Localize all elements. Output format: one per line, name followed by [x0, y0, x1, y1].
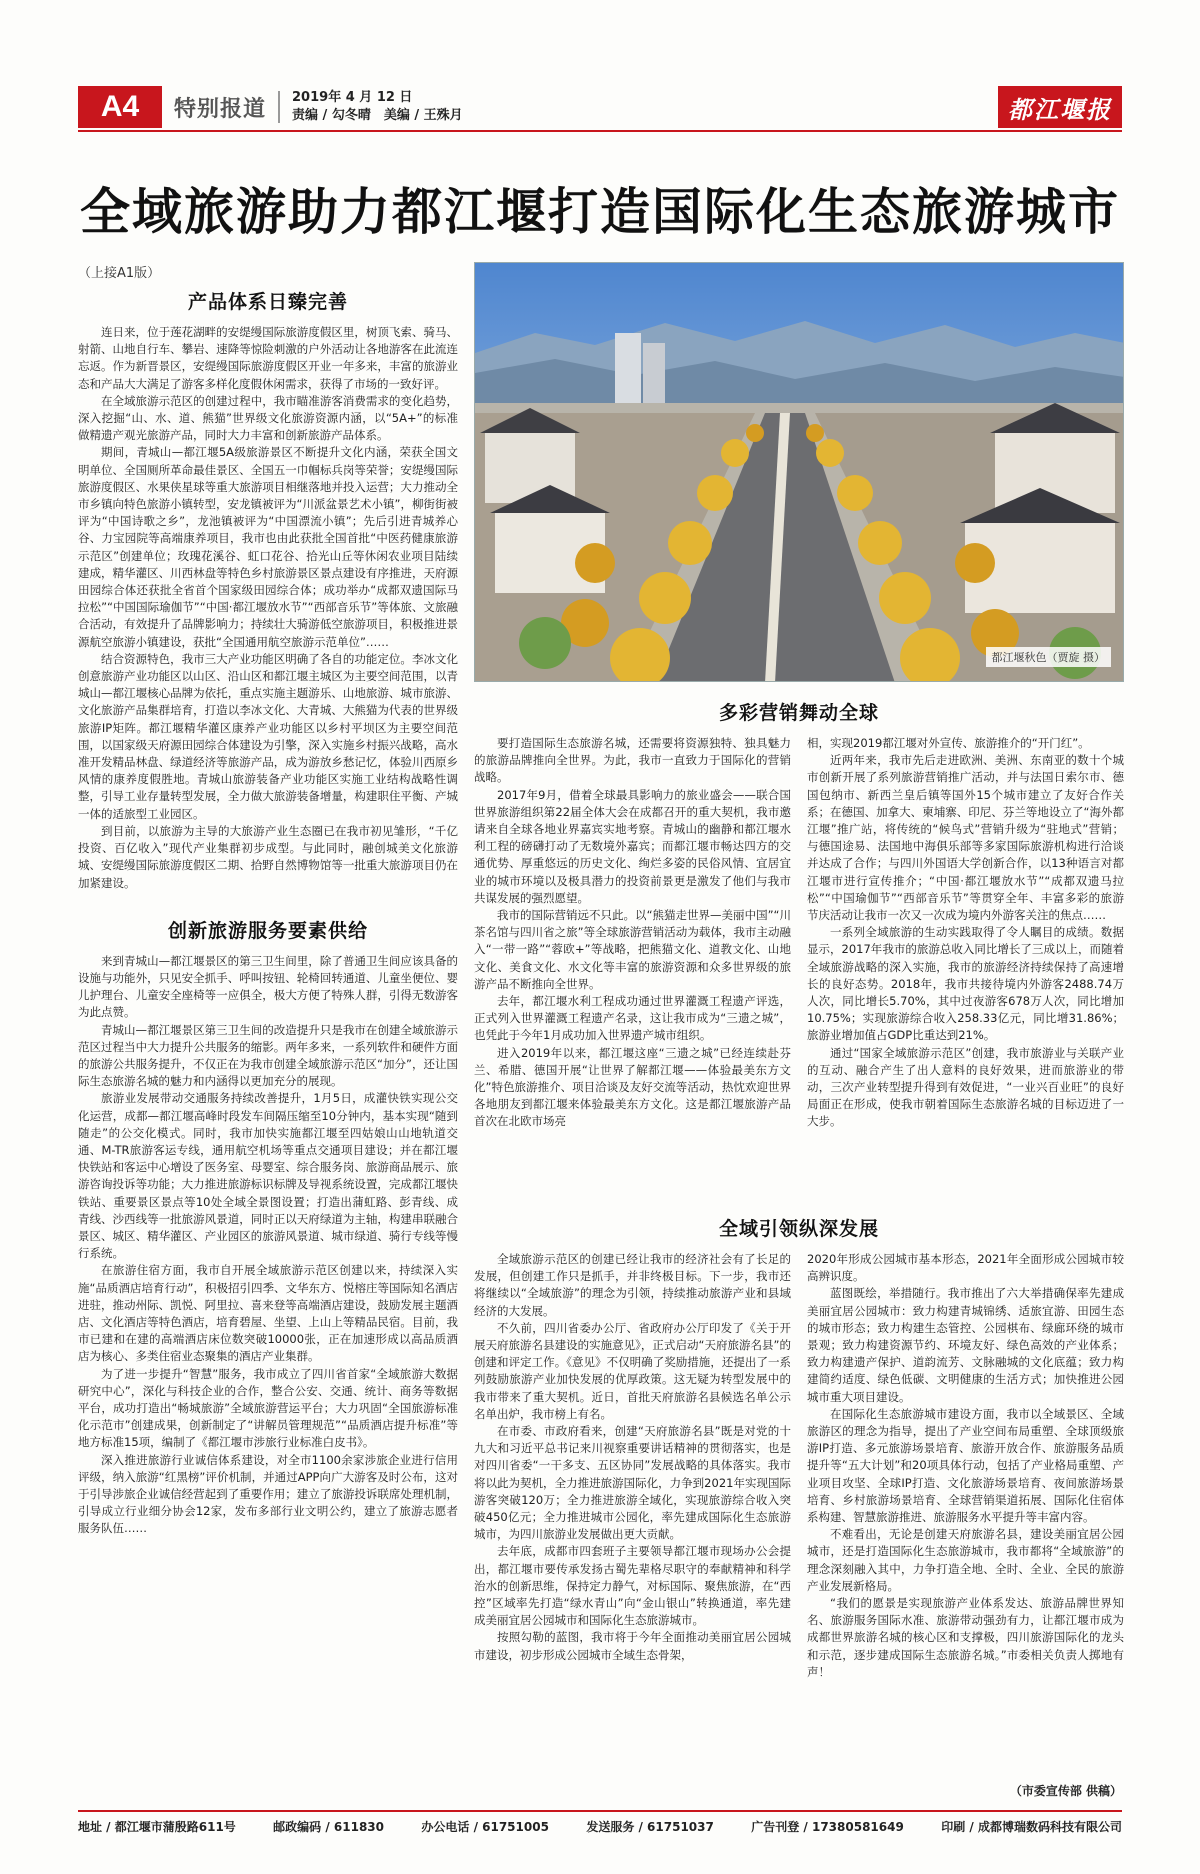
article-paragraph: 青城山—都江堰景区第三卫生间的改造提升只是我市在创建全域旅游示范区过程当中大力提升公共服务的缩影。两年多来，一系列软件和硬件方面的旅游公共服务提升，不仅正在为我市创建全域旅游示范区“加分”，还让国际生态旅游名城的魅力和内涵得以更加充分的展现。 [78, 1022, 458, 1089]
page-number: A4 [78, 86, 162, 128]
article-paragraph: 去年底，成都市四套班子主要领导都江堰市现场办公会提出，都江堰市要传承发扬古蜀先辈格尽职守的奉献精神和科学治水的创新思维，保持定力静气，对标国际、聚焦旅游，在“西控”区域率先打造“绿水青山”向“金山银山”转换通道，率先建成美丽宜居公园城市和国际化生态旅游城市。 [474, 1544, 791, 1628]
development-col-b [807, 1251, 1124, 1681]
section-heading-marketing: 多彩营销舞动全球 [718, 702, 879, 724]
footer-rule [78, 1810, 1122, 1812]
continued-note: （上接A1版） [78, 266, 161, 281]
photo-caption: 都江堰秋色（贾旋 摄） [986, 647, 1112, 667]
newspaper-logo: 都江堰报 [998, 86, 1122, 128]
marketing-col-a [474, 735, 791, 1131]
article-paragraph: 深入推进旅游行业诚信体系建设，对全市1100余家涉旅企业进行信用评级，纳入旅游“红黑榜”评价机制，并通过APP向广大游客及时公布，这对于引导涉旅企业诚信经营起到了重要作用；建立了旅游投诉联席处理机制，引导成立行业细分协会12家，发布多部行业文明公约，建立了旅游志愿者服务队伍…… [78, 1452, 458, 1536]
footer-office-phone: 办公电话 / 61751005 [421, 1820, 549, 1834]
article-paragraph: 不久前，四川省委办公厅、省政府办公厅印发了《关于开展天府旅游名县建设的实施意见》，正式启动“天府旅游名县”的创建和评定工作。《意见》不仅明确了奖励措施，还提出了一系列鼓励旅游产业加快发展的优厚政策。这无疑为转型发展中的我市带来了重大契机。近日，首批天府旅游名县候选名单公示名单出炉，我市榜上有名。 [474, 1320, 791, 1421]
article-paragraph: 要打造国际生态旅游名城，还需要将资源独特、独具魅力的旅游品牌推向全世界。为此，我市一直致力于国际化的营销战略。 [474, 736, 791, 785]
article-paragraph: 近两年来，我市先后走进欧洲、美洲、东南亚的数十个城市创新开展了系列旅游营销推广活动，并与法国日索尔市、德国包纳市、新西兰皇后镇等国外15个城市建立了友好合作关系；在德国、加拿大、柬埔寨、印尼、芬兰等地设立了“海外都江堰”推广站，将传统的“候鸟式”营销升级为“驻地式”营销；与德国途易、法国地中海俱乐部等多家国际旅游机构进行洽谈并达成了合作；与四川外国语大学创新合作，以13种语言对都江堰市进行宣传推介；“中国·都江堰放水节”“成都双遗马拉松”“中国瑜伽节”“西部音乐节”等贯穿全年、丰富多彩的旅游节庆活动让我市一次又一次成为境内外游客关注的焦点…… [807, 753, 1124, 923]
article-byline: （市委宣传部 供稿） [1009, 1784, 1122, 1798]
photo-illustration [475, 263, 1124, 682]
article-paragraph: 旅游业发展带动交通服务持续改善提升，1月5日，成灌快铁实现公交化运营，成都—都江堰高峰时段发车间隔压缩至10分钟内，基本实现“随到随走”的公交化模式。同时，我市加快实施都江堰至四姑娘山山地轨道交通、M-TR旅游客运专线，通用航空机场等重点交通项目建设；并在都江堰快铁站和客运中心增设了医务室、母婴室、综合服务岗、旅游商品展示、旅游咨询投诉等功能；大力推进旅游标识标牌及导视系统设置，完成都江堰快铁站、重要景区景点等10处全域全景图设置；打造出蒲虹路、彭青线、成青线、沙西线等一批旅游风景道，同时正以天府绿道为主轴，构建串联融合景区、城区、精华灌区、产业园区的旅游风景道、城市绿道、骑行专线等慢行系统。 [78, 1091, 458, 1261]
editors-credit: 责编 / 勾冬晴 美编 / 王殊月 [292, 108, 463, 123]
article-paragraph: 结合资源特色，我市三大产业功能区明确了各自的功能定位。李冰文化创意旅游产业功能区以山区、沿山区和都江堰主城区为主要空间范围，以青城山—都江堰核心品牌为依托，重点实施主题游乐、山地旅游、城市旅游、文化旅游产品集群培育，打造以李冰文化、大青城、大熊猫为代表的世界级旅游IP矩阵。都江堰精华灌区康养产业功能区以乡村平坝区为主要空间范围，以国家级天府源田园综合体建设为引擎，深入实施乡村振兴战略，高水准开发精品林盘、绿道经济等旅游产品，成为游放乡愁记忆，体验川西原乡风情的康养度假胜地。青城山旅游装备产业功能区实施工业结构战略性调整，引导工业存量转型发展，全力做大旅游装备增量，构建职住平衡、产城一体的适旅型工业园区。 [78, 651, 458, 821]
issue-meta [292, 89, 463, 125]
header-rule [78, 130, 1122, 132]
footer-ads: 广告刊登 / 17380581649 [751, 1820, 904, 1834]
footer-distribution: 发送服务 / 61751037 [586, 1820, 714, 1834]
article-paragraph: 按照勾勒的蓝图，我市将于今年全面推动美丽宜居公园城市建设，初步形成公园城市全域生态骨架， [474, 1630, 791, 1662]
footer [78, 1818, 1122, 1835]
section-heading-products: 产品体系日臻完善 [187, 291, 348, 313]
article-paragraph: 通过“国家全域旅游示范区”创建，我市旅游业与关联产业的互动、融合产生了出人意料的良好效果，进而旅游业的带动，三次产业转型提升得到有效促进，“一业兴百业旺”的良好局面正在形成，使我市朝着国际生态旅游名城的目标迈进了一大步。 [807, 1045, 1124, 1129]
section-name: 特别报道 [174, 96, 267, 122]
article-paragraph: 2020年形成公园城市基本形态，2021年全面形成公园城市较高辨识度。 [807, 1252, 1124, 1284]
article-paragraph: “我们的愿景是实现旅游产业体系发达、旅游品牌世界知名、旅游服务国际水准、旅游带动强劲有力，让都江堰市成为成都世界旅游名城的核心区和支撑极，四川旅游国际化的龙头和示范，逐步建成国际生态旅游名城。”市委相关负责人掷地有声！ [807, 1596, 1124, 1679]
article-paragraph: 为了进一步提升“智慧”服务，我市成立了四川省首家“全域旅游大数据研究中心”，深化与科技企业的合作，整合公安、交通、统计、商务等数据平台，成功打造出“畅城旅游”全域旅游营运平台；大力巩固“全国旅游标准化示范市”创建成果，创新制定了“讲解员管理规范”“品质酒店提升标准”等地方标准15项，编制了《都江堰市涉旅行业标准白皮书》。 [78, 1366, 458, 1450]
footer-address: 地址 / 都江堰市蒲殷路611号 [78, 1820, 236, 1834]
article-paragraph: 在市委、市政府看来，创建“天府旅游名县”既是对党的十九大和习近平总书记来川视察重要讲话精神的贯彻落实，也是对四川省委“一干多支、五区协同”发展战略的具体落实。我市将以此为契机，全力推进旅游国际化，力争到2021年实现国际游客突破120万；全力推进旅游全域化，实现旅游综合收入突破450亿元；全力推进城市公园化，率先建成国际化生态旅游城市，为四川旅游业发展做出更大贡献。 [474, 1424, 791, 1542]
section-heading-services: 创新旅游服务要素供给 [167, 919, 368, 942]
article-paragraph: 来到青城山—都江堰景区的第三卫生间里，除了普通卫生间应该具备的设施与功能外，只见安全抓手、呼叫按钮、轮椅回转通道、儿童坐便位、婴儿护理台、儿童安全座椅等一应俱全，极大方便了特殊人群，引得无数游客为此点赞。 [78, 953, 458, 1020]
article-paragraph: 去年，都江堰水利工程成功通过世界灌溉工程遗产评选，正式列入世界灌溉工程遗产名录，这让我市成为“三遗之城”，也凭此于今年1月成功加入世界遗产城市组织。 [474, 994, 791, 1043]
article-paragraph: 2017年9月，借着全球最具影响力的旅业盛会——联合国世界旅游组织第22届全体大会在成都召开的重大契机，我市邀请来自全球各地业界嘉宾实地考察。青城山的幽静和都江堰水利工程的磅礴打动了无数境外嘉宾；而都江堰市畅达四方的交通优势、厚重悠远的历史文化、绚烂多姿的民俗风情、宜居宜业的城市环境以及极具潜力的投资前景更是激发了他们与我市共谋发展的强烈愿望。 [474, 787, 791, 905]
marketing-col-b [807, 735, 1124, 1131]
article-paragraph: 进入2019年以来，都江堰这座“三遗之城”已经连续赴芬兰、希腊、德国开展“让世界了解都江堰——体验最美东方文化”特色旅游推介、项目洽谈及友好交流等活动，热忱欢迎世界各地朋友到都江堰来体验最美东方文化。这是都江堰旅游产品首次在北欧市场亮 [474, 1045, 791, 1129]
article-paragraph: 到目前，以旅游为主导的大旅游产业生态圈已在我市初见雏形，“千亿投资、百亿收入”现代产业集群初步成型。与此同时，融创城美文化旅游城、安缇缦国际旅游度假区二期、拾野自然博物馆等一批重大旅游项目仍在加紧建设。 [78, 823, 458, 890]
section-heading-development: 全域引领纵深发展 [718, 1218, 879, 1240]
article-paragraph: 在国际化生态旅游城市建设方面，我市以全域景区、全域旅游区的理念为指导，提出了产业空间布局重塑、全球顶级旅游IP打造、多元旅游场景培育、旅游开放合作、旅游服务品质提升等“五大计划”和20项具体行动，包括了产业格局重塑、产业项目攻坚、全球IP打造、文化旅游场景培育、夜间旅游场景培育、乡村旅游场景培育、全球营销渠道拓展、国际化住宿体系构建、智慧旅游推进、旅游服务水平提升等丰富内容。 [807, 1406, 1124, 1525]
article-paragraph: 连日来，位于莲花湖畔的安缇缦国际旅游度假区里，树顶飞索、骑马、射箭、山地自行车、攀岩、速降等惊险刺激的户外活动让各地游客在此流连忘返。作为新晋景区，安缇缦国际旅游度假区开业一年多来，丰富的旅游业态和产品大大满足了游客多样化度假休闲需求，获得了市场的一致好评。 [78, 325, 458, 391]
article-paragraph: 不难看出，无论是创建天府旅游名县，建设美丽宜居公园城市，还是打造国际化生态旅游城市，我市都将“全域旅游”的理念深刻融入其中，力争打造全地、全时、全业、全民的旅游产业发展新格局。 [807, 1527, 1124, 1593]
issue-date: 2019年 4 月 12 日 [292, 90, 413, 105]
masthead-divider [278, 91, 280, 123]
headline: 全域旅游助力都江堰打造国际化生态旅游城市 [80, 182, 1120, 241]
article-paragraph: 一系列全域旅游的生动实践取得了令人瞩目的成绩。数据显示，2017年我市的旅游总收入同比增长了三成以上，而随着全域旅游战略的深入实施，我市的旅游经济持续保持了高速增长的良好态势。2018年，我市共接待境内外游客2488.74万人次，同比增长5.70%，其中过夜游客678万人次，同比增加10.75%；实现旅游综合收入258.33亿元，同比增31.86%；旅游业增加值占GDP比重达到21%。 [807, 925, 1124, 1043]
masthead [78, 86, 1122, 128]
article-paragraph: 我市的国际营销远不只此。以“熊猫走世界—美丽中国”“川茶名馆与四川省之旅”等全球旅游营销活动为载体，我市主动融入“一带一路”“蓉欧+”等战略，把熊猫文化、道教文化、山地文化、美食文化、水文化等丰富的旅游资源和众多世界级的旅游产品不断推向全世界。 [474, 908, 791, 991]
article-paragraph: 在全域旅游示范区的创建过程中，我市瞄准游客消费需求的变化趋势，深入挖掘“山、水、道、熊猫”世界级文化旅游资源内涵，以“5A+”的标准做精遗产观光旅游产品，同时大力丰富和创新旅游产品体系。 [78, 393, 458, 443]
article-paragraph: 全域旅游示范区的创建已经让我市的经济社会有了长足的发展，但创建工作只是抓手，并非终极目标。下一步，我市还将继续以“全域旅游”的理念为引领，持续推动旅游产业和县域经济的大发展。 [474, 1252, 791, 1318]
development-col-a [474, 1251, 791, 1681]
article-paragraph: 在旅游住宿方面，我市自开展全域旅游示范区创建以来，持续深入实施“品质酒店培育行动”，积极招引四季、文华东方、悦榕庄等国际知名酒店进驻，推动州际、凯悦、阿里拉、喜来登等高端酒店建设，鼓励发展主题酒店、文化酒店等特色酒店，培育碧屋、坐望、上山上等精品民宿。目前，我市已建和在建的高端酒店床位数突破10000张，正在加速形成以高品质酒店为核心、多类住宿业态聚集的酒店产业集群。 [78, 1263, 458, 1364]
marketing-section [474, 692, 1124, 1131]
footer-postcode: 邮政编码 / 611830 [273, 1820, 385, 1834]
article-paragraph: 期间，青城山—都江堰5A级旅游景区不断提升文化内涵，荣获全国文明单位、全国厕所革命最佳景区、全国五一巾帼标兵岗等荣誉；安缇缦国际旅游度假区、水果侠星球等重大旅游项目相继落地并投入运营；大力推动全市乡镇向特色旅游小镇转型，安龙镇被评为“川派盆景艺术小镇”，柳街街被评为“中国诗歌之乡”，龙池镇被评为“中国漂流小镇”；先后引进青城养心谷、力宝园院等高端康养项目，我市也由此获批全国首批“中医药健康旅游示范区”创建单位；玫瑰花溪谷、虹口花谷、拾光山丘等休闲农业项目陆续建成，精华灌区、川西林盘等特色乡村旅游景区景点建设有序推进，天府源田园综合体还获批全省首个国家级田园综合体；成功举办“成都双遗国际马拉松”“中国国际瑜伽节”“中国·都江堰放水节”“西部音乐节”等体旅、文旅融合活动，有效提升了品牌影响力；持续壮大骑游低空旅游项目，积极推进景源航空旅游小镇建设，获批“全国通用航空旅游示范单位”…… [78, 445, 458, 649]
city-autumn-photo [474, 262, 1124, 682]
footer-printer: 印刷 / 成都博瑞数码科技有限公司 [941, 1820, 1122, 1834]
left-column [78, 262, 458, 1538]
article-paragraph: 相，实现2019都江堰对外宣传、旅游推介的“开门红”。 [807, 736, 1090, 750]
development-section [474, 1208, 1124, 1681]
article-paragraph: 蓝图既绘，举措随行。我市推出了六大举措确保率先建成美丽宜居公园城市：致力构建青城锦绣、适旅宜游、田园生态的城市形态；致力构建生态管控、公园棋布、绿廊环绕的城市景观；致力构建资源节约、环境友好、绿色高效的产业体系；致力构建遗产保护、道韵流芳、文脉融城的文化底蕴；致力构建简约适度、绿色低碳、文明健康的生活方式；加快推进公园城市重大项目建设。 [807, 1286, 1124, 1404]
